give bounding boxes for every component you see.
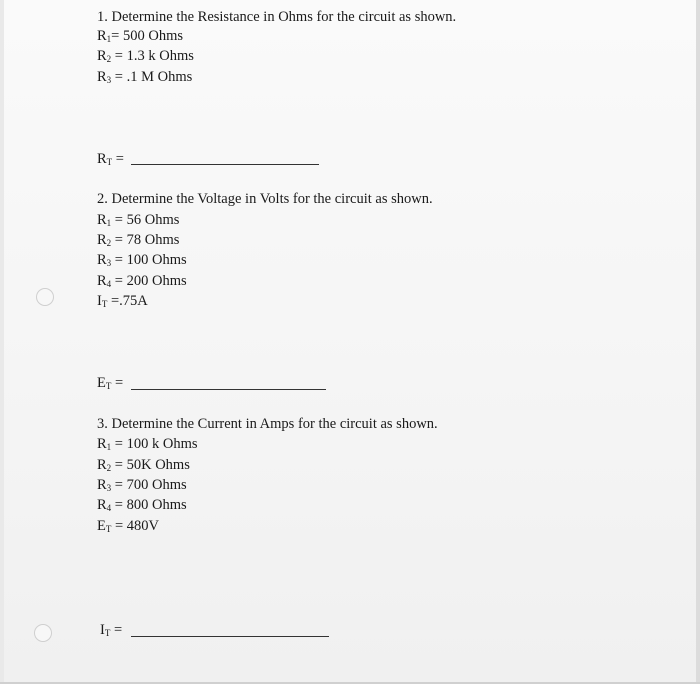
question-3-title: 3. Determine the Current in Amps for the circuit as shown. (97, 416, 438, 432)
given-et: $E_T = 480V$ (97, 518, 160, 534)
question-1-title: 1. Determine the Resistance in Ohms for the circuit as shown. (97, 9, 457, 25)
answer-blank-rt[interactable] (131, 164, 319, 165)
given-r2: $R_2 = 78$ Ohms (97, 232, 180, 248)
given-r2: $R_2 = 1.3$ k Ohms (97, 48, 194, 64)
given-r1: $R_1 = 100$ k Ohms (97, 436, 198, 452)
given-r1: $R_1 = 56$ Ohms (97, 212, 180, 228)
answer-blank-et[interactable] (131, 389, 326, 390)
question-2-title: 2. Determine the Voltage in Volts for the circuit as shown. (97, 191, 433, 207)
worksheet-page (4, 0, 696, 684)
given-r2: $R_2 = 50K$ Ohms (97, 457, 190, 473)
given-it: $I_T =.75A$ (97, 293, 148, 309)
answer-blank-it[interactable] (131, 636, 329, 637)
given-r3: $R_3 = 100$ Ohms (97, 252, 187, 268)
answer-label-et: $E_T$ = (97, 375, 124, 391)
given-r1: $R_1= 500$ Ohms (97, 28, 183, 44)
answer-label-rt: $R_T$ = (97, 151, 124, 167)
given-r3: $R_3 = 700$ Ohms (97, 477, 187, 493)
page-edge (696, 0, 700, 684)
given-r4: $R_4 = 800$ Ohms (97, 497, 187, 513)
given-r3: $R_3 = .1$ M Ohms (97, 69, 193, 85)
answer-label-it: $I_T$ = (100, 622, 123, 638)
answer-radio-option[interactable] (36, 288, 54, 306)
answer-radio-option[interactable] (34, 624, 52, 642)
given-r4: $R_4 = 200$ Ohms (97, 273, 187, 289)
